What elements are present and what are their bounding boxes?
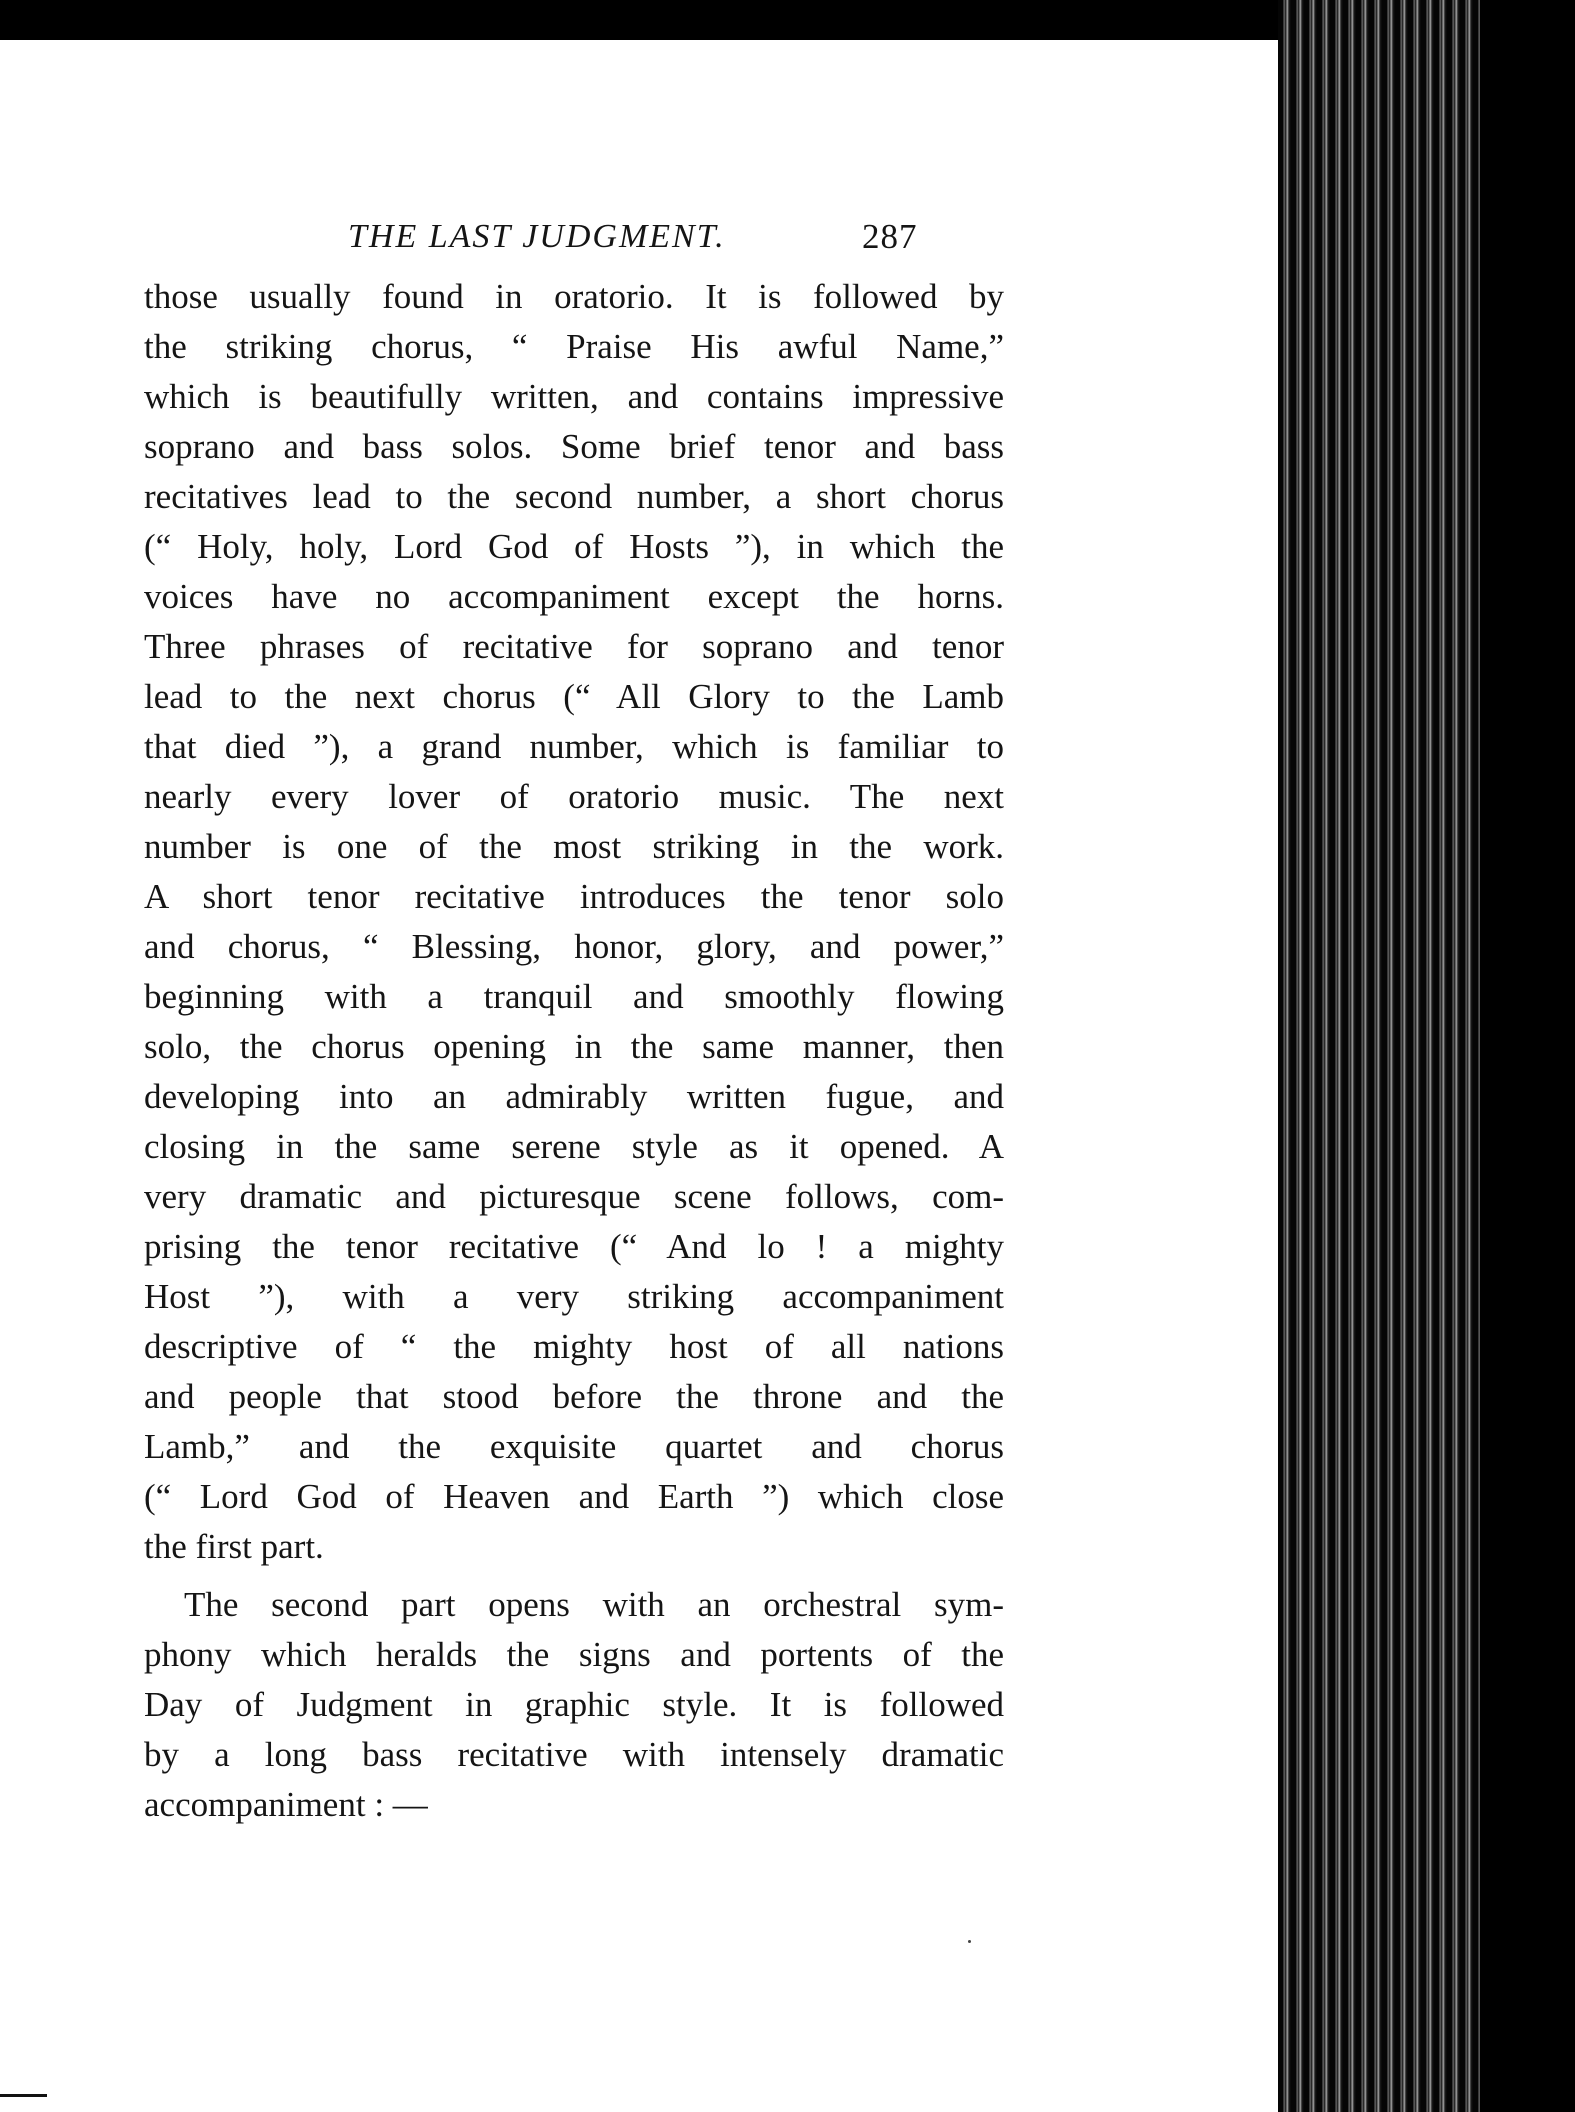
text-line: Lamb,” and the exquisite quartet and chorus <box>144 1427 1004 1466</box>
text-line: closing in the same serene style as it opened. A <box>144 1127 1004 1166</box>
text-line: by a long bass recitative with intensely dramatic <box>144 1735 1004 1774</box>
text-line: The second part opens with an orchestral sym- <box>184 1585 1004 1624</box>
scan-left-tick-mark <box>0 2094 47 2097</box>
text-line: and chorus, “ Blessing, honor, glory, and power,” <box>144 927 1004 966</box>
text-line: the first part. <box>144 1527 324 1566</box>
text-line: soprano and bass solos. Some brief tenor and bass <box>144 427 1004 466</box>
text-line: the striking chorus, “ Praise His awful Name,” <box>144 327 1004 366</box>
text-line: beginning with a tranquil and smoothly flowing <box>144 977 1004 1016</box>
text-line: accompaniment : — <box>144 1785 428 1824</box>
text-line: phony which heralds the signs and portents of the <box>144 1635 1004 1674</box>
text-line: and people that stood before the throne and the <box>144 1377 1004 1416</box>
book-page <box>144 210 1004 1830</box>
text-line: those usually found in oratorio. It is followed by <box>144 277 1004 316</box>
text-line: Host ”), with a very striking accompaniment <box>144 1277 1004 1316</box>
paragraph-1 <box>144 272 1004 1572</box>
text-line: very dramatic and picturesque scene follows, com- <box>144 1177 1004 1216</box>
paragraph-gap <box>144 1572 1004 1580</box>
running-header <box>144 210 1004 272</box>
text-line: nearly every lover of oratorio music. The next <box>144 777 1004 816</box>
text-line: prising the tenor recitative (“ And lo ! a mighty <box>144 1227 1004 1266</box>
text-line: recitatives lead to the second number, a short chorus <box>144 477 1004 516</box>
text-line: which is beautifully written, and contains impressive <box>144 377 1004 416</box>
text-line: Three phrases of recitative for soprano and tenor <box>144 627 1004 666</box>
text-line: that died ”), a grand number, which is familiar to <box>144 727 1004 766</box>
text-line: (“ Holy, holy, Lord God of Hosts ”), in which the <box>144 527 1004 566</box>
text-line: developing into an admirably written fugue, and <box>144 1077 1004 1116</box>
text-line: A short tenor recitative introduces the tenor solo <box>144 877 1004 916</box>
scan-speck <box>968 1940 971 1943</box>
text-line: Day of Judgment in graphic style. It is followed <box>144 1685 1004 1724</box>
text-line: (“ Lord God of Heaven and Earth ”) which close <box>144 1477 1004 1516</box>
book-edge-shadow <box>1278 0 1575 2112</box>
running-title: THE LAST JUDGMENT. <box>348 218 726 255</box>
body-text <box>144 272 1004 1830</box>
paragraph-2 <box>144 1580 1004 1830</box>
text-line: number is one of the most striking in the work. <box>144 827 1004 866</box>
text-line: lead to the next chorus (“ All Glory to the Lamb <box>144 677 1004 716</box>
text-line: descriptive of “ the mighty host of all nations <box>144 1327 1004 1366</box>
text-line: solo, the chorus opening in the same manner, then <box>144 1027 1004 1066</box>
text-line: voices have no accompaniment except the horns. <box>144 577 1004 616</box>
page-number: 287 <box>862 217 918 256</box>
